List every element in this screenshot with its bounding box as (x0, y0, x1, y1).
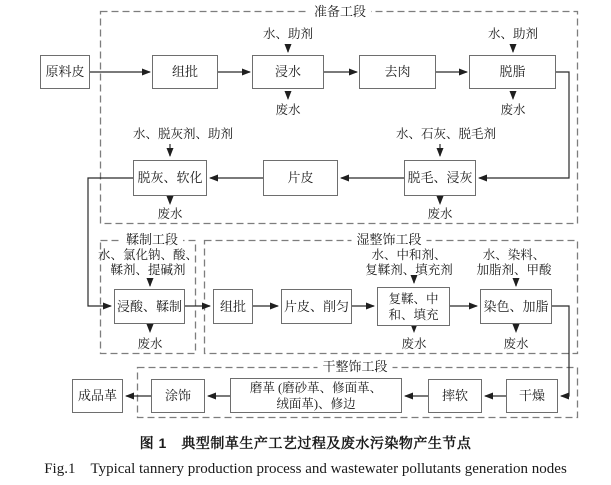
node-batching-2 (213, 289, 253, 324)
input-label-deliming: 水、脱灰剂、助剂 (132, 127, 234, 141)
node-retanning-neutralizing-filling (377, 287, 450, 326)
stage-label-preparation: 准备工段 (309, 4, 371, 19)
node-dyeing-fatliquoring (480, 289, 552, 324)
node-staking (428, 379, 482, 413)
stage-label-tanning: 鞣制工段 (121, 232, 183, 247)
node-label-line-1: 复鞣、中 (388, 291, 439, 306)
node-label: 成品革 (77, 388, 117, 403)
input-label-retanning (365, 248, 453, 278)
node-splitting (263, 160, 338, 196)
input-label-unhairing: 水、石灰、脱毛剂 (395, 127, 497, 141)
node-label: 浸水 (274, 64, 301, 79)
node-finished-leather (72, 379, 123, 413)
node-label-line-2: 绒面革)、修边 (276, 396, 356, 411)
input-label-line-1: 水、氯化钠、酸、 (97, 248, 199, 262)
node-label: 片皮 (287, 170, 314, 185)
node-degreasing (469, 55, 556, 89)
node-pickling-tanning (114, 289, 185, 324)
node-label: 去肉 (384, 64, 411, 79)
input-label-line-2: 鞣剂、提碱剂 (110, 263, 186, 277)
node-label: 脱脂 (499, 64, 526, 79)
node-deliming-softening (133, 160, 207, 196)
node-label-line-2: 和、填充 (388, 307, 439, 322)
wastewater-label: 废水 (137, 337, 163, 351)
wastewater-label: 废水 (500, 103, 526, 117)
node-label: 脱毛、浸灰 (407, 170, 473, 185)
input-label-line-1: 水、染料、 (482, 248, 546, 262)
node-fleshing (359, 55, 436, 89)
node-label: 干燥 (518, 388, 545, 403)
node-label: 浸酸、鞣制 (116, 298, 182, 314)
wastewater-label: 废水 (275, 103, 301, 117)
node-splitting-shaving (281, 289, 352, 324)
stage-label-dry-finishing: 干整饰工段 (317, 359, 392, 374)
node-raw-hide (40, 55, 90, 89)
wastewater-label: 废水 (157, 207, 183, 221)
node-label: 片皮、削匀 (283, 298, 349, 314)
figure-caption-zh: 图 1 典型制革生产工艺过程及废水污染物产生节点 (139, 435, 472, 451)
node-label: 涂饰 (164, 388, 191, 403)
node-label-line-1: 磨革 (磨砂革、修面革、 (249, 380, 383, 395)
node-drying (506, 379, 558, 413)
input-label-degreasing: 水、助剂 (487, 27, 539, 41)
input-label-line-1: 水、中和剂、 (371, 248, 447, 262)
input-label-line-2: 复鞣剂、填充剂 (365, 263, 453, 277)
node-unhairing-liming (404, 160, 476, 196)
node-label: 染色、加脂 (483, 298, 549, 314)
wastewater-label: 废水 (503, 337, 529, 351)
node-coating (151, 379, 205, 413)
node-label: 脱灰、软化 (137, 170, 203, 185)
figure-caption-en: Fig.1 Typical tannery production process and wastewater pollutants generation nodes (44, 461, 567, 477)
node-label: 组批 (171, 64, 198, 79)
node-label: 组批 (219, 298, 246, 314)
input-label-soaking: 水、助剂 (262, 27, 314, 41)
wastewater-label: 废水 (427, 207, 453, 221)
node-label: 摔软 (441, 388, 468, 403)
input-label-pickling (98, 248, 198, 278)
node-soaking (252, 55, 324, 89)
input-label-dyeing (476, 248, 551, 278)
wastewater-label: 废水 (401, 337, 427, 351)
node-batching-1 (152, 55, 218, 89)
input-label-line-2: 加脂剂、甲酸 (476, 263, 552, 277)
stage-label-wet-finishing: 湿整饰工段 (351, 232, 426, 247)
node-buffing-trimming (230, 378, 402, 413)
node-label: 原料皮 (45, 64, 85, 79)
